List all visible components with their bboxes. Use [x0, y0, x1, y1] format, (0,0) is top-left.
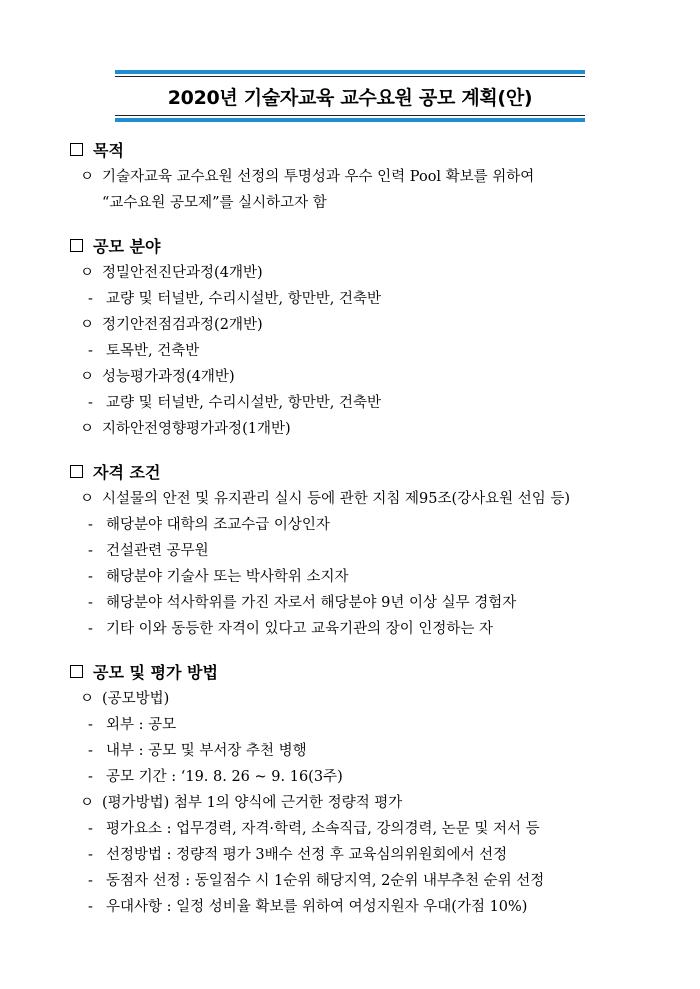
bullet-item [68, 686, 658, 712]
dash-marker: - [88, 821, 93, 837]
sub-item [68, 338, 658, 364]
item-text: 정기안전점검과정(2개반) [102, 317, 263, 333]
sub-item [68, 842, 658, 868]
document-title: 2020년 기술자교육 교수요원 공모 계획(안) [167, 87, 533, 109]
item-text: 기타 이와 동등한 자격이 있다고 교육기관의 장이 인정하는 자 [106, 621, 494, 637]
dash-marker: - [88, 569, 93, 585]
dash-marker: - [88, 743, 93, 759]
sub-item [68, 868, 658, 894]
item-text: 외부 : 공모 [106, 717, 177, 733]
dash-marker: - [88, 873, 93, 889]
title-rule-bottom [115, 118, 585, 122]
item-text: 성능평가과정(4개반) [102, 369, 235, 385]
sub-item [68, 764, 658, 790]
item-text: (평가방법) 첨부 1의 양식에 근거한 정량적 평가 [102, 795, 403, 811]
dash-marker: - [88, 395, 93, 411]
item-text: 해당분야 대학의 조교수급 이상인자 [106, 517, 330, 533]
sub-item [68, 816, 658, 842]
bullet-continuation [68, 190, 658, 216]
item-text: 선정방법 : 정량적 평가 3배수 선정 후 교육심의위원회에서 선정 [106, 847, 508, 863]
item-text: 지하안전영향평가과정(1개반) [102, 421, 291, 437]
sub-item [68, 894, 658, 920]
dash-marker: - [88, 847, 93, 863]
sub-item [68, 286, 658, 312]
circle-bullet-icon: ㅇ [80, 317, 95, 333]
section [68, 656, 658, 920]
sub-item [68, 712, 658, 738]
item-text: 교량 및 터널반, 수리시설반, 항만반, 건축반 [106, 395, 381, 411]
dash-marker: - [88, 291, 93, 307]
title-rule-bottom-thin [115, 115, 585, 116]
bullet-item [68, 164, 658, 190]
item-text: 공모 기간 : ‘19. 8. 26 ~ 9. 16(3주) [106, 769, 343, 785]
item-text: 기술자교육 교수요원 선정의 투명성과 우수 인력 Pool 확보를 위하여 [102, 169, 535, 185]
section-heading-text: 공모 및 평가 방법 [93, 662, 218, 682]
item-text: 건설관련 공무원 [106, 543, 209, 559]
section [68, 134, 658, 216]
sub-item [68, 590, 658, 616]
section-heading [68, 134, 658, 164]
checkbox-square-icon [70, 239, 83, 252]
section-heading [68, 656, 658, 686]
circle-bullet-icon: ㅇ [80, 421, 95, 437]
sub-item [68, 738, 658, 764]
circle-bullet-icon: ㅇ [80, 795, 95, 811]
circle-bullet-icon: ㅇ [80, 491, 95, 507]
item-text: “교수요원 공모제”를 실시하고자 함 [102, 195, 327, 211]
section [68, 230, 658, 442]
sub-item [68, 616, 658, 642]
item-text: 평가요소 : 업무경력, 자격·학력, 소속직급, 강의경력, 논문 및 저서 등 [106, 821, 540, 837]
bullet-item [68, 312, 658, 338]
title-rule-top [115, 70, 585, 74]
circle-bullet-icon: ㅇ [80, 369, 95, 385]
document-body [68, 134, 658, 934]
circle-bullet-icon: ㅇ [80, 691, 95, 707]
checkbox-square-icon [70, 143, 83, 156]
checkbox-square-icon [70, 465, 83, 478]
bullet-item [68, 790, 658, 816]
dash-marker: - [88, 517, 93, 533]
section-heading-text: 공모 분야 [93, 236, 161, 256]
dash-marker: - [88, 543, 93, 559]
sub-item [68, 538, 658, 564]
dash-marker: - [88, 717, 93, 733]
title-box [115, 70, 585, 122]
circle-bullet-icon: ㅇ [80, 169, 95, 185]
dash-marker: - [88, 343, 93, 359]
dash-marker: - [88, 621, 93, 637]
section-heading [68, 456, 658, 486]
dash-marker: - [88, 595, 93, 611]
dash-marker: - [88, 769, 93, 785]
item-text: 토목반, 건축반 [106, 343, 200, 359]
sub-item [68, 390, 658, 416]
item-text: 해당분야 석사학위를 가진 자로서 해당분야 9년 이상 실무 경험자 [106, 595, 517, 611]
circle-bullet-icon: ㅇ [80, 265, 95, 281]
bullet-item [68, 416, 658, 442]
section [68, 456, 658, 642]
sub-item [68, 512, 658, 538]
item-text: 시설물의 안전 및 유지관리 실시 등에 관한 지침 제95조(강사요원 선임 등) [102, 491, 571, 507]
bullet-item [68, 486, 658, 512]
section-heading [68, 230, 658, 260]
item-text: 정밀안전진단과정(4개반) [102, 265, 263, 281]
section-heading-text: 자격 조건 [93, 462, 161, 482]
item-text: (공모방법) [102, 691, 170, 707]
item-text: 교량 및 터널반, 수리시설반, 항만반, 건축반 [106, 291, 381, 307]
item-text: 내부 : 공모 및 부서장 추천 병행 [106, 743, 307, 759]
item-text: 동점자 선정 : 동일점수 시 1순위 해당지역, 2순위 내부추천 순위 선정 [106, 873, 545, 889]
item-text: 해당분야 기술사 또는 박사학위 소지자 [106, 569, 349, 585]
sub-item [68, 564, 658, 590]
bullet-item [68, 364, 658, 390]
section-heading-text: 목적 [93, 140, 124, 160]
bullet-item [68, 260, 658, 286]
dash-marker: - [88, 899, 93, 915]
item-text: 우대사항 : 일정 성비율 확보를 위하여 여성지원자 우대(가점 10%) [106, 899, 528, 915]
checkbox-square-icon [70, 665, 83, 678]
